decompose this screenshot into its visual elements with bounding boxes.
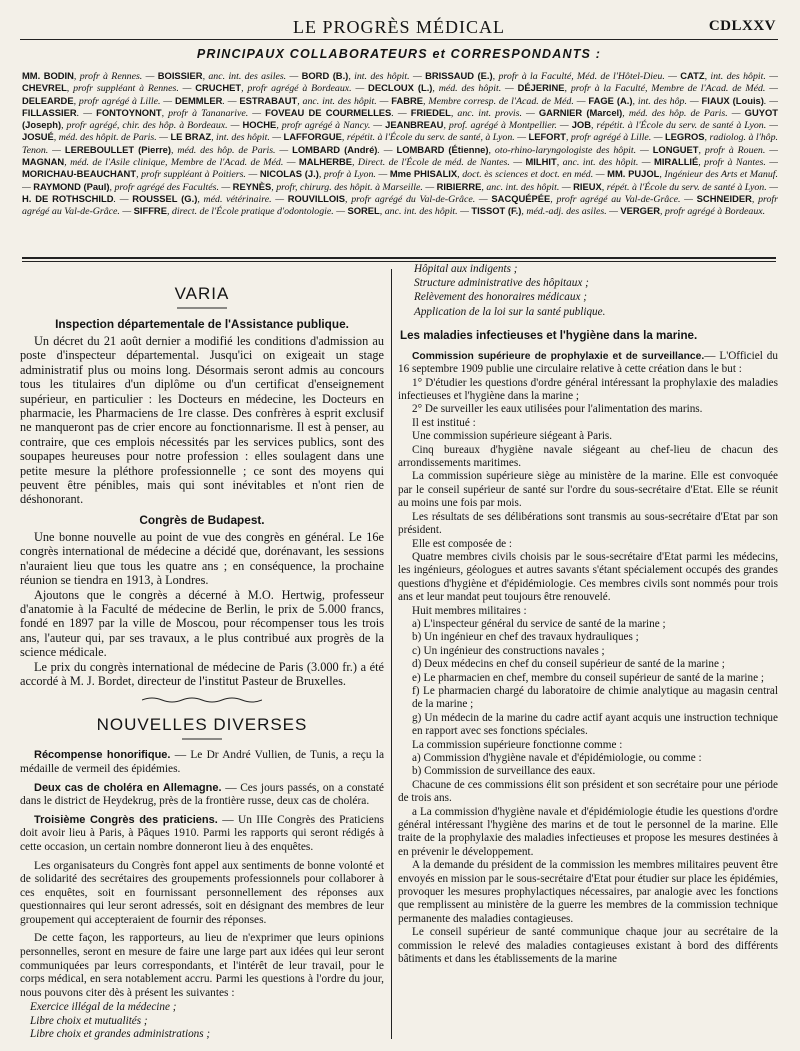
marine-list-item: c) Un ingénieur des constructions navales ; (412, 644, 605, 657)
collaborator-role: , profr à Rennes. — (73, 71, 158, 82)
collaborator-role: , méd. des hôp. de Paris. — (622, 107, 745, 119)
marine-list-item: b) Commission de surveillance des eaux. (412, 765, 596, 778)
list-item: Application de la loi sur la santé publique. (414, 305, 606, 318)
inspection-heading: Inspection départementale de l'Assistance publique. (55, 317, 349, 331)
column-divider (391, 269, 392, 1039)
collaborator-role: , répétit. à l'École du serv. de santé à Lyon. — (591, 120, 778, 132)
collaborator-role: , profr agrégé des Facultés. — (109, 181, 233, 193)
collaborator-name: MAGNAN (22, 156, 65, 168)
marine-list-item: e) Le pharmacien en chef, membre du conseil supérieur de santé de la marine ; (412, 671, 764, 684)
collaborator-name: BOISSIER (157, 70, 203, 81)
collaborator-role: , profr suppléant à Rennes. — (66, 83, 196, 95)
collaborator-role: , anc. int. des hôpit. — (556, 157, 655, 169)
collaborator-name: SCHNEIDER (696, 192, 752, 204)
collaborator-name: TISSOT (F.) (471, 205, 522, 217)
collaborator-name: DÉJERINE (517, 82, 565, 94)
inspection-paragraph: Un décret du 21 août dernier a modifié les conditions d'admission au poste d'inspecteur départemental. Jusqu'ici on exigeait un stage administratif plus ou moins long. Désormais seront admis au concours tous les titulaires d'un diplôme ou d'un certificat d'enseignement supérieur, en particulier : les Docteurs en médecine, les Docteurs en pharmacie, les Pharmaciens de 1re classe. Des confrères à esprit exclusif ne manqueront pas de crier encore au fonctionnarisme. Il est à penser, au contraire, que ces emplois nécessités par les services publics, sont des soupapes heureuses pour notre profession : elles soulagent dans une petite mesure la pléthore professionnelle ; ce sont des moyens qui peuvent être pénibles, mais qui sont inévitables et n'ont rien de déshonorant. (20, 334, 384, 507)
list-item: Relèvement des honoraires médicaux ; (414, 291, 587, 304)
collaborator-role: , profr à Rouen. — (698, 144, 778, 156)
marine-paragraph: Une commission supérieure siégeant à Paris. (412, 430, 613, 443)
collaborator-name: MILHIT (525, 156, 557, 168)
collaborator-role: . — (391, 107, 411, 119)
budapest-paragraph: Le prix du congrès international de médecine de Paris (3.000 fr.) a été accordé à M. J. Bordet, directeur de l'institut Pasteur de Bruxelles. (20, 659, 384, 688)
marine-paragraph: Elle est composée de : (412, 537, 513, 550)
collaborator-name: MIRALLIÉ (654, 156, 699, 168)
collaborator-name: LOMBARD (André) (292, 143, 378, 155)
collaborator-role: , méd.-adj. des asiles. — (521, 206, 621, 218)
news-item-head: Troisième Congrès des praticiens. (34, 813, 218, 826)
left-column (20, 268, 384, 1046)
marine-paragraph: Quatre membres civils choisis par le sous-secrétaire d'Etat parmi les médecins, les ingénieurs, géologues et autres savants s'étant spécialement occupés des grandes questions d'hygiène et d'épidémiologie. Ces membres civils sont nommés pour trois ans et leur mandat peut toujours être renouvelé. (398, 550, 778, 604)
news-item (20, 749, 384, 776)
collaborator-name: H. DE ROTHSCHILD (22, 192, 114, 204)
marine-paragraph: 1° D'étudier les questions d'ordre général intéressant la prophylaxie des maladies infectieuses et l'hygiène dans la marine ; (398, 376, 778, 403)
collaborator-name: MORICHAU-BEAUCHANT (22, 168, 137, 180)
collaborator-role: , profr à la Faculté, Membre de l'Acad. de Méd. — (564, 83, 778, 95)
collaborator-role: , profr, chirurg. des hôpit. à Marseille. — (271, 181, 437, 193)
collaborator-role: , anc. int. des hôpit. — (297, 95, 392, 107)
marine-lead-text: — L'Officiel du 16 septembre 1909 publie une circulaire relative à cette création dans le but : (398, 349, 778, 376)
collaborator-name: FIAUX (Louis) (701, 94, 764, 106)
questions-list (20, 1001, 384, 1041)
nouvelles-title: NOUVELLES DIVERSES (96, 715, 308, 735)
marine-paragraph: Il est institué : (412, 416, 476, 429)
marine-paragraph: Cinq bureaux d'hygiène navale siégeant au chef-lieu de chacun des arrondissements maritimes. (398, 443, 778, 470)
collaborator-role: , profr à la Faculté, Méd. de l'Hôtel-Dieu. — (492, 71, 681, 82)
title-ornament (20, 735, 384, 744)
collaborator-name: HOCHE (242, 119, 277, 131)
marine-lead-paragraph (398, 350, 778, 377)
collaborator-role: , profr agrégé au Val-de-Grâce. — (22, 193, 778, 218)
page-number: CDLXXV (708, 18, 776, 34)
list-item: Hôpital aux indigents ; (414, 263, 518, 275)
collaborator-role: , profr à Nantes. — (698, 157, 778, 169)
collaborator-role: , méd. des hôp. de Paris. — (170, 144, 293, 156)
collaborator-name: LAFFORGUE (283, 131, 342, 143)
marine-article (398, 350, 778, 967)
collaborator-name: JEANBREAU (385, 119, 444, 131)
collaborator-role: , int. des hôpit. — (348, 71, 426, 82)
collaborator-name: CHEVREL (22, 82, 67, 94)
right-column (398, 262, 778, 1047)
collaborator-name: RIBIERRE (436, 180, 482, 192)
collaborator-name: LEGROS (664, 131, 705, 143)
collaborator-role: , profr agrégé à Nancy. — (276, 120, 386, 132)
news-item-head: Deux cas de choléra en Allemagne. (34, 781, 222, 794)
collaborator-role: , int. des hôpit. — (211, 132, 284, 144)
collaborator-role: , profr agrégé du Val-de-Grâce. — (345, 193, 492, 205)
collaborator-name: MM. BODIN (22, 70, 74, 81)
collaborator-name: RAYMOND (Paul) (33, 180, 110, 192)
collaborator-role: , doct. ès sciences et doct. en méd. — (457, 169, 608, 181)
collaborator-name: FRIEDEL (410, 106, 451, 118)
collaborator-role: , répét. à l'École du serv. de santé à Lyon. — (601, 181, 778, 193)
collaborator-role: , profr agrégé à Lille. — (73, 95, 175, 107)
section-ornament (20, 696, 384, 705)
collaborator-role: . — (76, 107, 97, 119)
collaborator-name: ROUVILLOIS (287, 192, 346, 204)
collaborators-title: PRINCIPAUX COLLABORATEURS et CORRESPONDANTS : (196, 47, 602, 61)
collaborator-name: RIEUX (573, 180, 602, 192)
collaborator-name: GARNIER (Marcel) (538, 106, 623, 118)
collaborator-role: , prof. agrégé à Montpellier. — (443, 120, 572, 132)
news-item-head: Récompense honorifique. (34, 749, 171, 762)
news-paragraph: De cette façon, les rapporteurs, au lieu de n'exprimer que leurs opinions personnelles, seront en mesure de faire une large part aux idées qui leur seront communiquées par leurs correspondants, et l'intérêt de leur travail, pour le corps médical, en sera notablement accru. Parmi les questions à l'ordre du jour, nous pouvons citer dès à présent les suivantes : (20, 932, 384, 999)
marine-list-item: b) Un ingénieur en chef des travaux hydrauliques ; (412, 631, 639, 644)
collaborator-name: SOREL (347, 205, 380, 217)
collaborator-role: . — (113, 193, 133, 205)
collaborator-name: Mme PHISALIX (389, 168, 458, 180)
collaborator-name: LE BRAZ (170, 131, 212, 143)
collaborator-name: SIFFRE (133, 205, 167, 217)
collaborator-role: , Direct. de l'École de méd. de Nantes. — (352, 157, 526, 169)
marine-list-item: a) L'inspecteur général du service de santé de la marine ; (412, 617, 666, 630)
collaborator-name: MM. PUJOL (607, 168, 660, 180)
collaborator-role: , profr agrégé à Bordeaux. (659, 206, 766, 218)
collaborator-role: , profr à Tananarive. — (161, 107, 266, 119)
collaborator-name: LOMBARD (Étienne) (396, 143, 489, 155)
news-item-text: — Ces jours passés, on a constaté dans le district de Heydekrug, près de la frontière russe, deux cas de choléra. (20, 781, 384, 808)
collaborator-role: , anc. int. des hôpit. — (481, 181, 574, 193)
marine-list-item: d) Deux médecins en chef du conseil supérieur de santé de la marine ; (412, 658, 725, 671)
questions-list-continued (398, 262, 778, 319)
marine-paragraph: Les résultats de ses délibérations sont transmis au sous-secrétaire d'Etat par son président. (398, 510, 778, 537)
collaborator-name: LONGUET (652, 143, 699, 155)
collaborator-name: CATZ (680, 70, 705, 81)
collaborator-role: , profr suppléant à Poitiers. — (136, 169, 260, 181)
section-rule (22, 257, 776, 259)
marine-paragraph: Le conseil supérieur de santé communique chaque jour au secrétaire de la commission le relevé des maladies contagieuses existant à bord des différents bâtiments et dans les établissements de la marine (398, 926, 778, 966)
collaborators-list (22, 70, 778, 253)
collaborator-role: , Membre corresp. de l'Acad. de Méd. — (423, 95, 589, 107)
marine-list-item: f) Le pharmacien chargé du laboratoire de chimie analytique au magasin central de la marine ; (412, 684, 778, 711)
list-item: Structure administrative des hôpitaux ; (414, 277, 589, 290)
title-ornament (20, 304, 384, 313)
collaborator-role: , anc. int. provis. — (450, 107, 539, 119)
marine-paragraph: La commission supérieure siège au ministère de la marine. Elle est convoquée par le conseil supérieur de santé sur l'ordre du sous-secrétaire d'Etat. Elle se réunit au moins une fois par mois. (398, 470, 778, 510)
collaborator-role: , int. des hôp. — (632, 95, 702, 107)
collaborator-name: FILLASSIER (22, 106, 77, 118)
budapest-heading: Congrès de Budapest. (139, 512, 265, 527)
collaborator-role: , Ingénieur des Arts et Manuf. — (22, 169, 778, 193)
collaborator-role: , direct. de l'École pratique d'odontologie. — (166, 206, 348, 218)
collaborator-name: JOSUÉ (22, 131, 54, 143)
collaborator-role: , profr agrégé, chir. des hôp. à Bordeaux. — (61, 120, 243, 132)
collaborator-name: SACQUÉPÉE (491, 192, 551, 204)
running-header (20, 17, 778, 40)
varia-title: VARIA (174, 284, 230, 303)
marine-paragraph: Huit membres militaires : (412, 604, 527, 617)
collaborator-role: , profr agrégé au Val-de-Grâce. — (550, 193, 697, 205)
collaborator-role: , int. des hôpit. — (704, 71, 778, 82)
collaborator-name: BRISSAUD (E.) (425, 70, 493, 81)
collaborator-role: , méd. des hôpit. de Paris. — (53, 132, 171, 144)
collaborator-name: CRUCHET (195, 82, 242, 94)
collaborator-role: , anc. int. des hôpit. — (379, 206, 472, 218)
marine-paragraph: A la demande du président de la commission les membres militaires peuvent être envoyés en mission par le sous-secrétaire d'Etat pour étudier sur place les épidémies, provoquer les mesures prophylactiques nécessaires, par analogie avec les fonctions que remplissent au ministère de la guerre les membres de la commission technique permanente des maladies contagieuses. (398, 859, 778, 925)
collaborator-name: FOVEAU DE COURMELLES (265, 106, 392, 118)
collaborator-name: ROUSSEL (G.) (132, 192, 198, 204)
collaborator-name: FABRE (391, 94, 424, 106)
collaborator-role: , méd. vétérinaire. — (197, 193, 288, 205)
collaborator-role: . — (763, 95, 778, 107)
collaborator-name: DELEARDE (22, 94, 74, 106)
news-item (20, 814, 384, 855)
collaborator-role: . — (377, 144, 397, 156)
collaborator-name: DECLOUX (L.) (368, 82, 433, 94)
collaborator-role: , oto-rhino-laryngologiste des hôpit. — (488, 144, 653, 156)
collaborator-name: VERGER (620, 205, 660, 217)
news-item-text: — Un IIIe Congrès des Praticiens doit avoir lieu à Paris, à Pâques 1910. Parmi les rapports qui seront rédigés à cette occasion, un certain nombre donneront lieu à des enquêtes. (20, 813, 384, 853)
collaborator-name: LEREBOULLET (Pierre) (64, 143, 171, 155)
news-paragraph: Les organisateurs du Congrès font appel aux sentiments de bonne volonté et de solidarité des secrétaires des groupements professionnels pour collaborer à ces enquêtes, soit en fournissant personnellement des réponses aux questionnaires qui leur seront adressés, soit en désignant des membres de leur groupement qui accepteraient de fournir des réponses. (20, 859, 384, 926)
collaborator-role: , méd. des hôpit. — (432, 83, 518, 95)
marine-paragraph: Chacune de ces commissions élit son président et son secrétaire pour une période de trois ans. (398, 778, 778, 805)
collaborator-name: MALHERBE (298, 156, 353, 168)
collaborator-name: GUYOT (Joseph) (22, 106, 778, 131)
collaborator-role: , profr à Lyon. — (318, 169, 390, 181)
collaborator-role: , profr agrégé à Lille. — (565, 132, 665, 144)
collaborator-name: FAGE (A.) (588, 94, 633, 106)
collaborator-role: , répétit. à l'École du serv. de santé, à Lyon. — (341, 132, 529, 144)
journal-title: LE PROGRÈS MÉDICAL (292, 17, 505, 37)
collaborator-name: BORD (B.) (301, 70, 349, 81)
list-item: Exercice illégal de la médecine ; (30, 1001, 177, 1014)
collaborator-name: NICOLAS (J.) (259, 168, 319, 180)
budapest-paragraph: Ajoutons que le congrès a décerné à M.O. Hertwig, professeur d'anatomie à la Faculté de médecine de Berlin, le prix de 5.000 francs, fondé en 1897 par la ville de Moscou, pour récompenser tous les trois ans, l'auteur qui, par ses travaux, a le plus contribué aux progrès de la science médicale. (20, 587, 384, 660)
collaborator-name: DEMMLER (174, 94, 223, 106)
collaborator-role: , méd. de l'Asile clinique, Membre de l'Acad. de Méd. — (64, 157, 299, 169)
marine-paragraph: 2° De surveiller les eaux utilisées pour l'alimentation des marins. (412, 403, 703, 416)
marine-paragraph: a La commission d'hygiène navale et d'épidémiologie étudie les questions d'ordre général intéressant l'hygiène des marins et de tout le personnel de la marine. Elle traite de la prophylaxie des maladies infectieuses et propose les mesures destinées à en prévenir le développement. (398, 805, 778, 858)
collaborator-name: JOB (571, 119, 591, 131)
collaborator-role: , radiolog. à l'hôp. Tenon. — (22, 132, 778, 156)
news-item (20, 782, 384, 809)
list-item: Libre choix et mutualités ; (30, 1014, 148, 1027)
budapest-paragraph: Une bonne nouvelle au point de vue des congrès en général. Le 16e congrès international de médecine a décidé que, dorénavant, les sessions n'auraient lieu que tous les quatre ans ; en conséquence, la prochaine réunion se tiendra en 1913, à Londres. (20, 529, 384, 588)
collaborator-role: . — (222, 95, 240, 107)
collaborator-role: , profr agrégé à Bordeaux. — (241, 83, 369, 95)
marine-run-head: Commission supérieure de prophylaxie et de surveillance. (412, 350, 705, 362)
marine-heading: Les maladies infectieuses et l'hygiène dans la marine. (400, 328, 698, 342)
collaborator-name: FONTOYNONT (96, 106, 162, 118)
marine-list-item: a) Commission d'hygiène navale et d'épidémiologie, ou comme : (412, 752, 702, 764)
list-item: Libre choix et grandes administrations ; (30, 1028, 211, 1041)
collaborator-name: REYNÈS (232, 180, 272, 192)
news-item-text: — Le Dr André Vullien, de Tunis, a reçu la médaille de vermeil des épidémies. (20, 749, 384, 775)
marine-list-item: g) Un médecin de la marine du cadre actif ayant acquis une instruction technique en rapport avec ses fonctions spéciales. (412, 711, 778, 738)
collaborator-role: , anc. int. des asiles. — (202, 71, 302, 82)
collaborator-name: ESTRABAUT (239, 94, 298, 106)
marine-paragraph: La commission supérieure fonctionne comme : (412, 738, 623, 751)
collaborator-name: LEFORT (528, 131, 566, 143)
